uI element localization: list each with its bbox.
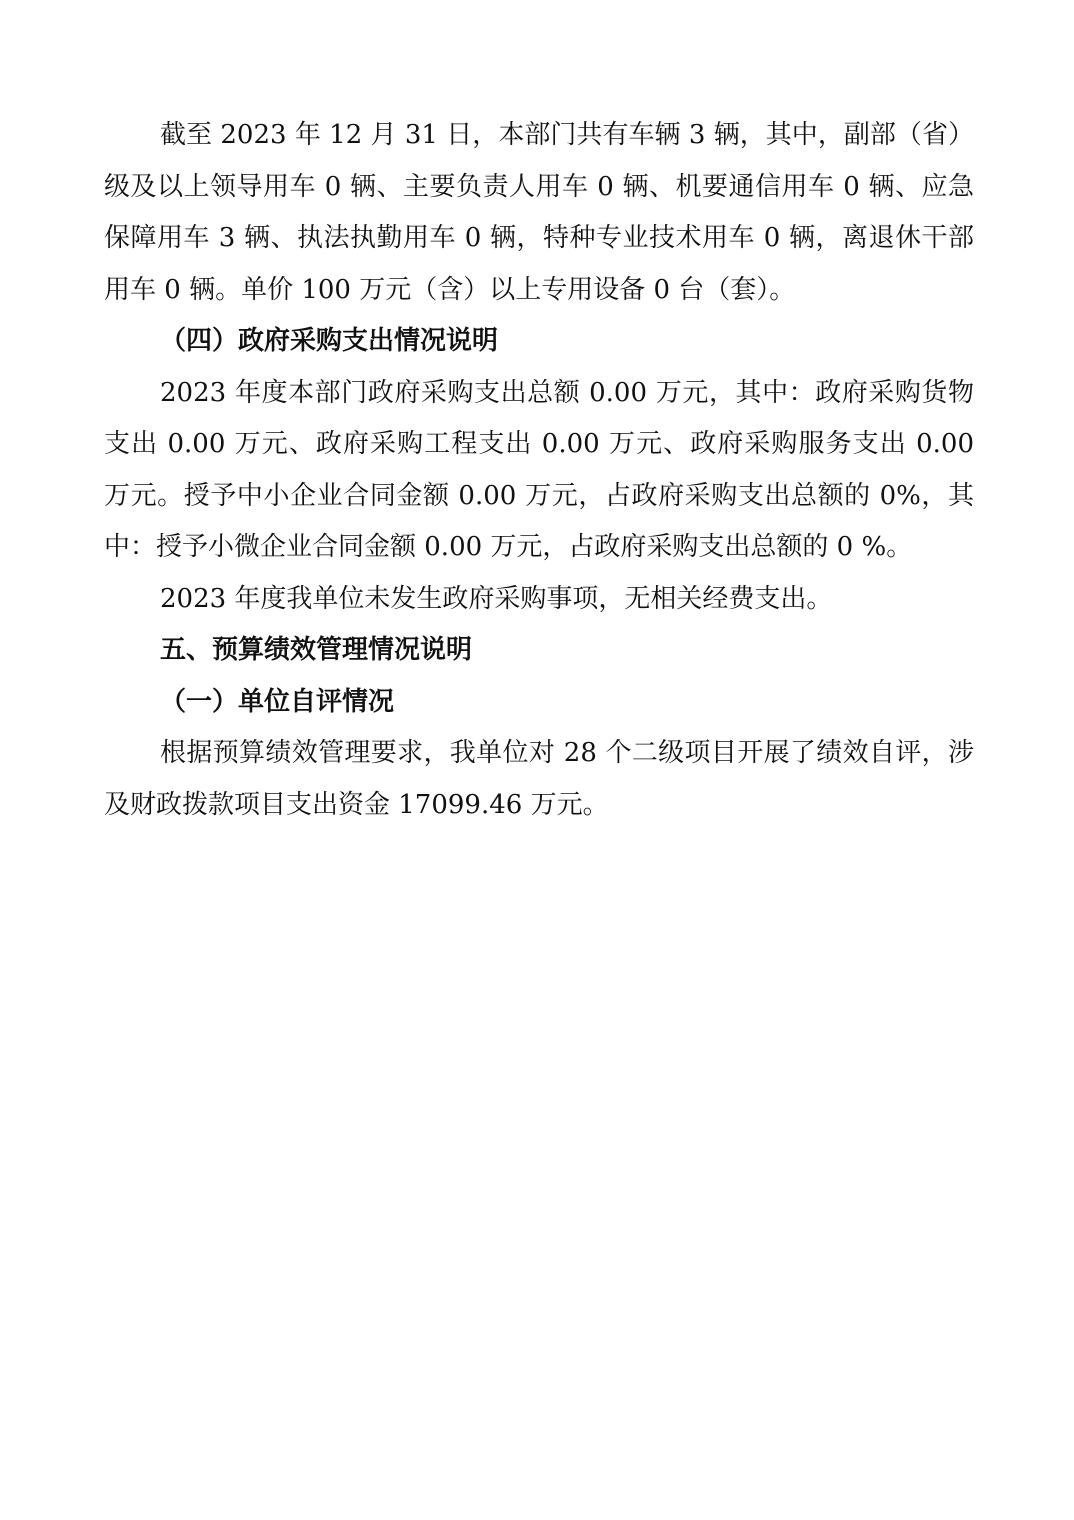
self-eval-heading: （一）单位自评情况	[160, 686, 395, 717]
vehicles-paragraph: 截至 2023 年 12 月 31 日，本部门共有车辆 3 辆，其中，副部（省）级及以上领导用车 0 辆、主要负责人用车 0 辆、机要通信用车 0 辆、应急保障用车 3 辆、执法执勤用车 0 辆，特种专业技术用车 0 辆，离退休干部用车 0 辆。单价 100 万元（含）以上专用设备 0 台（套）。	[104, 120, 974, 305]
self-eval-paragraph: 根据预算绩效管理要求，我单位对 28 个二级项目开展了绩效自评，涉及财政拨款项目支出资金 17099.46 万元。	[104, 738, 974, 820]
procurement-heading: （四）政府采购支出情况说明	[160, 326, 499, 356]
section-five-heading: 五、预算绩效管理情况说明	[160, 635, 473, 665]
document-body	[104, 110, 974, 831]
procurement-note-paragraph: 2023 年度我单位未发生政府采购事项，无相关经费支出。	[160, 583, 833, 614]
procurement-detail-paragraph: 2023 年度本部门政府采购支出总额 0.00 万元，其中：政府采购货物支出 0.00 万元、政府采购工程支出 0.00 万元、政府采购服务支出 0.00 万元。授予中小企业合同金额 0.00 万元，占政府采购支出总额的 0%，其中：授予小微企业合同金额 0.00 万元，占政府采购支出总额的 0 %。	[104, 377, 974, 562]
